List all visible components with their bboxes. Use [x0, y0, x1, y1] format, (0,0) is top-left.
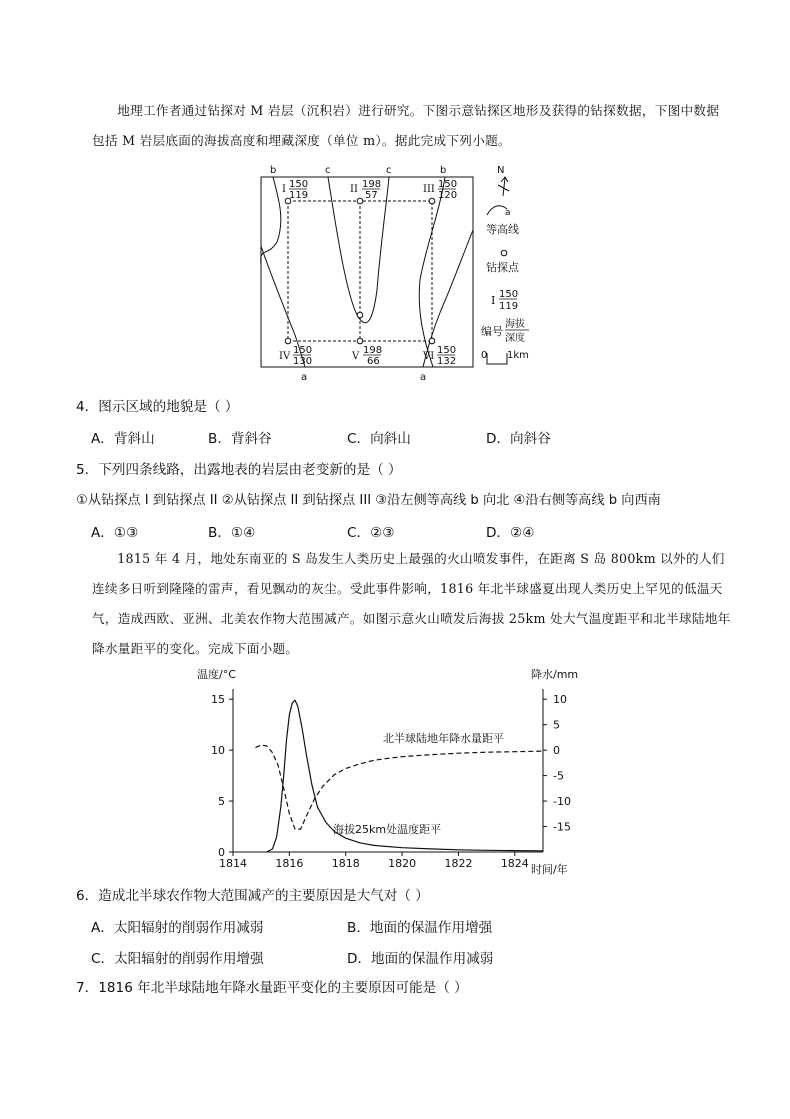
question-4-stem: 4．图示区域的地貌是（ ）: [76, 399, 239, 415]
left-tick-label: 5: [218, 795, 225, 809]
svg-text:150: 150: [293, 345, 313, 356]
legend-depth-label: 深度: [505, 333, 525, 344]
contour-map-figure: [255, 160, 545, 386]
x-tick-label: 1814: [219, 857, 247, 870]
x-axis-unit-label: 时间/年: [531, 863, 568, 876]
q4-option-d[interactable]: D．向斜谷: [486, 431, 551, 447]
left-tick-label: 15: [211, 693, 225, 707]
svg-text:120: 120: [438, 190, 458, 201]
right-tick-label: -15: [553, 820, 571, 834]
drill-point-III: [429, 198, 435, 204]
question-6-stem: 6．造成北半球农作物大范围减产的主要原因是大气对（ ）: [76, 888, 429, 904]
legend-code-label: 编号: [481, 325, 503, 338]
question-5-stem: 5．下列四条线路，出露地表的岩层由老变新的是（ ）: [76, 462, 402, 478]
intro-paragraph-2: 1815 年 4 月，地处东南亚的 S 岛发生人类历史上最强的火山喷发事件，在距离 S 岛 800km 以外的人们连续多日听到隆隆的雷声，看见飘动的灰尘。受此事件影响，1816 年北半球盛夏出现人类历史上罕见的低温天气，造成西欧、亚洲、北美农作物大范围减产。如图示意火山喷发后海拔 25km 处大气温度距平和北半球陆地年降水量距平的变化。完成下面小题。: [92, 551, 731, 656]
svg-text:198: 198: [363, 345, 383, 356]
legend-sample-elev: 150: [499, 289, 519, 300]
drill-legend-icon: [501, 250, 507, 256]
drill-label-II: [350, 179, 381, 201]
drill-point-valley: [357, 312, 363, 318]
contour-legend-label: 等高线: [486, 223, 519, 236]
x-tick-label: 1822: [444, 857, 473, 870]
temperature-precipitation-chart: [195, 662, 595, 880]
x-tick-label: 1816: [275, 857, 304, 870]
map-frame: [261, 177, 473, 367]
svg-text:II: II: [350, 184, 358, 195]
right-tick-label: 0: [553, 744, 560, 758]
contour-legend-letter: a: [505, 208, 511, 218]
svg-text:57: 57: [365, 190, 378, 201]
svg-text:66: 66: [367, 356, 380, 367]
svg-text:V: V: [352, 351, 360, 362]
right-tick-label: -5: [553, 769, 564, 783]
left-axis-label: 温度/°C: [197, 668, 236, 681]
q6-option-c[interactable]: C．太阳辐射的削弱作用增强: [91, 951, 264, 967]
svg-text:IV: IV: [279, 351, 291, 362]
map-top-label: b: [440, 165, 447, 176]
drill-label-IV: [279, 345, 312, 367]
drill-label-I: [282, 179, 308, 201]
series-label-temperature: 海拔25km处温度距平: [333, 823, 442, 836]
question-7-stem: 7．1816 年北半球陆地年降水量距平变化的主要原因可能是（ ）: [76, 980, 468, 996]
legend-sample-depth: 119: [499, 301, 519, 312]
left-tick-label: 0: [218, 846, 225, 859]
q4-option-a[interactable]: A．背斜山: [91, 431, 155, 447]
svg-text:III: III: [423, 184, 435, 195]
svg-text:150: 150: [438, 179, 458, 190]
q4-option-c[interactable]: C．向斜山: [347, 431, 411, 447]
svg-text:130: 130: [293, 356, 313, 367]
scale-unit: 1km: [507, 350, 529, 361]
precipitation-anomaly-line: [256, 745, 544, 829]
q5-routes: ①从钻探点 I 到钻探点 II ②从钻探点 II 到钻探点 III ③沿左侧等高线 b 向北 ④沿右侧等高线 b 向西南: [76, 493, 661, 508]
right-axis-label: 降水/mm: [531, 668, 579, 681]
svg-text:VI: VI: [423, 351, 435, 362]
svg-text:I: I: [282, 184, 286, 195]
svg-text:150: 150: [289, 179, 309, 190]
contour-line-b-left: [261, 177, 281, 265]
q5-option-b[interactable]: B．①④: [208, 525, 256, 541]
map-top-label: c: [325, 165, 331, 176]
scale-bar-icon: [487, 353, 507, 364]
svg-text:150: 150: [437, 345, 457, 356]
drill-point-V: [357, 338, 363, 344]
drill-label-III: [423, 179, 457, 201]
right-tick-label: -10: [553, 795, 571, 809]
map-top-label: c: [386, 165, 392, 176]
q6-option-d[interactable]: D．地面的保温作用减弱: [347, 951, 494, 967]
map-top-label: b: [270, 165, 277, 176]
drill-point-IV: [285, 338, 291, 344]
q5-option-a[interactable]: A．①③: [91, 525, 139, 541]
drill-legend-label: 钻探点: [486, 261, 519, 274]
map-legend: [481, 165, 529, 364]
drill-point-II: [357, 198, 363, 204]
right-tick-label: 5: [553, 718, 560, 732]
svg-text:119: 119: [289, 190, 309, 201]
legend-elev-label: 海拔: [505, 319, 525, 330]
x-tick-label: 1820: [388, 857, 417, 870]
q4-option-b[interactable]: B．背斜谷: [208, 431, 272, 447]
contour-legend-icon: [487, 206, 507, 215]
q5-option-d[interactable]: D．②④: [486, 525, 535, 541]
north-label: N: [497, 165, 505, 176]
q6-option-b[interactable]: B．地面的保温作用增强: [347, 920, 493, 936]
north-arrow-icon: [498, 177, 509, 196]
q5-option-c[interactable]: C．②③: [347, 525, 395, 541]
scale-zero: 0: [481, 350, 488, 361]
right-tick-label: 10: [553, 693, 567, 707]
x-tick-label: 1818: [331, 857, 360, 870]
series-label-precipitation: 北半球陆地年降水量距平: [383, 732, 504, 745]
left-tick-label: 10: [211, 744, 225, 758]
drill-label-V: [351, 345, 382, 367]
map-bottom-label: a: [301, 372, 308, 383]
map-bottom-label: a: [420, 372, 427, 383]
legend-sample-id: I: [491, 294, 496, 307]
q6-option-a[interactable]: A．太阳辐射的削弱作用减弱: [91, 920, 264, 936]
drill-point-VI: [429, 338, 435, 344]
svg-text:198: 198: [362, 179, 382, 190]
svg-text:132: 132: [437, 356, 457, 367]
x-tick-label: 1824: [500, 857, 529, 870]
intro-paragraph-1: 地理工作者通过钻探对 M 岩层（沉积岩）进行研究。下图示意钻探区地形及获得的钻探数据，下图中数据包括 M 岩层底面的海拔高度和埋藏深度（单位 m）。据此完成下列小题。: [92, 103, 720, 148]
